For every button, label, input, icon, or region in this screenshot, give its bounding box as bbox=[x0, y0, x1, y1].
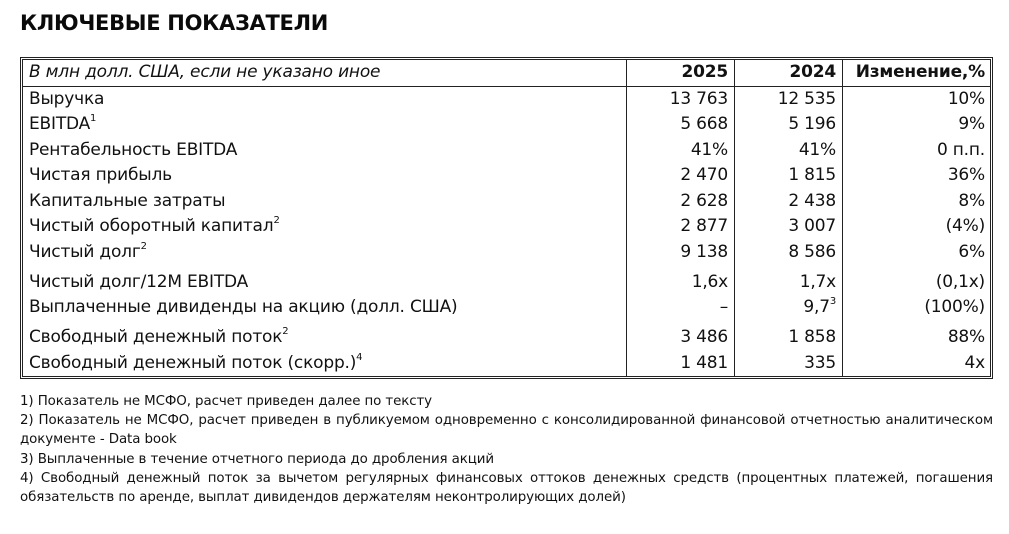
value-change: 8% bbox=[843, 189, 991, 215]
key-metrics-table bbox=[20, 57, 993, 379]
value-change: 9% bbox=[843, 112, 991, 138]
value-2025: 9 138 bbox=[627, 240, 735, 266]
table-row bbox=[23, 240, 990, 266]
header-2024: 2024 bbox=[735, 60, 843, 86]
value-2024: 3 007 bbox=[735, 214, 843, 240]
table-row bbox=[23, 214, 990, 240]
table-row bbox=[23, 295, 990, 321]
value-change: (4%) bbox=[843, 214, 991, 240]
row-label: Выручка bbox=[29, 88, 105, 109]
row-label: Чистая прибыль bbox=[29, 165, 172, 185]
value-2025: 5 668 bbox=[627, 112, 735, 138]
table-row bbox=[23, 351, 990, 377]
table-row bbox=[23, 321, 990, 351]
footnote-2: 2) Показатель не МСФО, расчет приведен в публикуемом одновременно с консолидированной финансовой отчетностью аналитическом документе - Data book bbox=[20, 413, 993, 448]
value-change: 6% bbox=[843, 240, 991, 266]
value-2025: 1,6x bbox=[627, 265, 735, 295]
footnote-4: 4) Свободный денежный поток за вычетом регулярных финансовых оттоков денежных средств (процентных платежей, погашения обязательств по аренде, выплат дивидендов держателям неконтролирующих долей) bbox=[20, 470, 993, 506]
row-label: Чистый оборотный капитал$^2$ bbox=[29, 215, 280, 236]
value-change: (100%) bbox=[843, 295, 991, 321]
value-2025: 13 763 bbox=[627, 86, 735, 112]
value-2024: 5 196 bbox=[735, 112, 843, 138]
table-row bbox=[23, 189, 990, 215]
row-label: Чистый долг$^2$ bbox=[29, 240, 147, 262]
table-row bbox=[23, 86, 990, 112]
value-2024: 41% bbox=[735, 138, 843, 164]
value-change: 4x bbox=[843, 351, 991, 377]
value-change: 0 п.п. bbox=[843, 138, 991, 164]
value-2024: 12 535 bbox=[735, 86, 843, 112]
footnote-1: 1) Показатель не МСФО, расчет приведен далее по тексту bbox=[20, 394, 433, 409]
value-2024: 8 586 bbox=[735, 240, 843, 266]
table-row bbox=[23, 265, 990, 295]
row-label: Свободный денежный поток (скорр.)$^4$ bbox=[29, 351, 363, 373]
value-2025: 3 486 bbox=[627, 321, 735, 351]
table-header-row bbox=[23, 60, 990, 86]
value-2024: 1 815 bbox=[735, 163, 843, 189]
value-change: 88% bbox=[843, 321, 991, 351]
value-change: 10% bbox=[843, 86, 991, 112]
value-2025: – bbox=[627, 295, 735, 321]
header-2025: 2025 bbox=[627, 60, 735, 86]
row-label: Капитальные затраты bbox=[29, 190, 226, 211]
value-change: (0,1x) bbox=[843, 265, 991, 295]
value-2024: 1 858 bbox=[735, 321, 843, 351]
row-label: Выплаченные дивиденды на акцию (долл. США) bbox=[29, 297, 458, 317]
table-row bbox=[23, 112, 990, 138]
value-2025: 2 877 bbox=[627, 214, 735, 240]
value-2024: 2 438 bbox=[735, 189, 843, 215]
value-2025: 2 628 bbox=[627, 189, 735, 215]
footnotes bbox=[20, 392, 993, 507]
row-label: EBITDA$^1$ bbox=[29, 113, 97, 134]
value-2024: 335 bbox=[735, 351, 843, 377]
value-2024: $9,7^3$ bbox=[735, 295, 843, 321]
table-row bbox=[23, 163, 990, 189]
table-row bbox=[23, 138, 990, 164]
row-label: Чистый долг/12M EBITDA bbox=[29, 271, 249, 292]
header-units-label: В млн долл. США, если не указано иное bbox=[29, 62, 381, 82]
header-change: Изменение,% bbox=[843, 60, 991, 86]
value-2025: 41% bbox=[627, 138, 735, 164]
page-title: КЛЮЧЕВЫЕ ПОКАЗАТЕЛИ bbox=[20, 11, 328, 35]
value-2025: 2 470 bbox=[627, 163, 735, 189]
row-label: Рентабельность EBITDA bbox=[29, 139, 238, 160]
value-2025: 1 481 bbox=[627, 351, 735, 377]
value-change: 36% bbox=[843, 163, 991, 189]
value-2024: 1,7x bbox=[735, 265, 843, 295]
row-label: Свободный денежный поток$^2$ bbox=[29, 326, 289, 347]
footnote-3: 3) Выплаченные в течение отчетного периода до дробления акций bbox=[20, 451, 494, 467]
